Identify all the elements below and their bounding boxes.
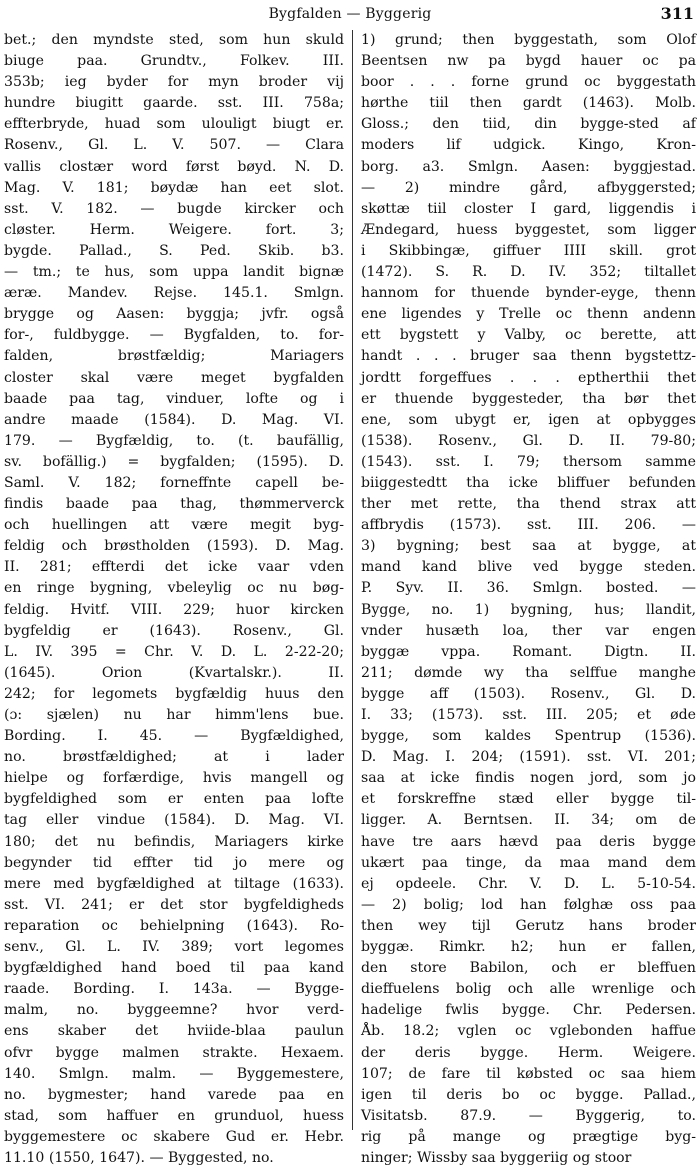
text-line: jordtt forgeffues . . . eptherthii thet: [361, 369, 696, 386]
text-line: byggæ vppa. Romant. Digtn. II.: [361, 643, 696, 660]
text-line: feldig. Hvitf. VIII. 229; huor kircken: [4, 601, 344, 618]
text-line: sst. VI. 241; er det stor bygfeldigheds: [4, 896, 344, 913]
text-line: L. IV. 395 = Chr. V. D. L. 2-22-20;: [4, 643, 344, 660]
text-line: 140. Smlgn. malm. — Byggemestere,: [4, 1065, 344, 1082]
text-line: (1472). S. R. D. IV. 352; tiltallet: [361, 264, 696, 281]
text-line: ene, som ubygt er, igen at opbygges: [361, 411, 696, 428]
text-line: — tm.; te hus, som uppa landit bignæ: [4, 264, 344, 281]
page-number: 311: [660, 4, 694, 23]
text-line: — 2) bolig; lod han følghæ oss paa: [361, 896, 696, 913]
text-line: (1538). Rosenv., Gl. D. II. 79-80;: [361, 432, 696, 449]
text-line: affbrydis (1573). sst. III. 206. —: [361, 517, 696, 534]
text-line: ther met rette, tha thend strax att: [361, 496, 696, 513]
text-line: ene ligendes y Trelle oc thenn andenn: [361, 306, 696, 323]
text-line: sst. V. 182. — bugde kircker och: [4, 200, 344, 217]
text-line: feldig och brøstholden (1593). D. Mag.: [4, 538, 344, 555]
text-line: 179. — Bygfældig, to. (t. baufällig,: [4, 432, 344, 449]
text-line: falden, brøstfældig; Mariagers: [4, 348, 344, 365]
text-line: biuge paa. Grundtv., Folkev. III.: [4, 53, 344, 70]
text-line: (ɔ: sjælen) nu har himm'lens bue.: [4, 707, 344, 723]
text-line: baade paa tag, vinduer, lofte og i: [4, 390, 344, 407]
text-line: hielpe og forfærdige, hvis mangell og: [4, 770, 344, 787]
text-line: no. bygmester; hand varede paa en: [4, 1086, 344, 1103]
running-title: Bygfalden — Byggerig: [268, 6, 432, 22]
text-line: handt . . . bruger saa thenn bygstettz-: [361, 348, 696, 365]
text-line: bygge aff (1503). Rosenv., Gl. D.: [361, 685, 696, 702]
text-line: ej opdeele. Chr. V. D. L. 5-10-54.: [361, 875, 696, 892]
text-line: bygde. Pallad., S. Ped. Skib. b3.: [4, 242, 344, 259]
text-line: raade. Bording. I. 143a. — Bygge-: [4, 981, 344, 998]
text-line: er thuende byggesteder, tha bør thet: [361, 390, 696, 407]
text-line: hørthe tiil then gardt (1463). Molb.: [361, 95, 696, 112]
text-line: bygfeldighed som er enten paa lofte: [4, 791, 344, 808]
text-line: en ringe bygning, vbeleylig oc nu bøg-: [4, 580, 344, 597]
text-line: P. Syv. II. 36. Smlgn. bosted. —: [361, 580, 696, 597]
text-line: saa at icke findis nogen jord, som jo: [361, 770, 696, 787]
text-line: Mag. V. 181; bøydæ han eet slot.: [4, 179, 344, 196]
text-line: boor . . . forne grund oc byggestath: [361, 74, 696, 91]
text-line: bygfældighed hand boed til paa kand: [4, 960, 344, 977]
text-line: andre maade (1584). D. Mag. VI.: [4, 411, 344, 428]
text-line: 11.10 (1550, 1647). — Byggested, no.: [4, 1149, 274, 1166]
text-line: 353b; ieg byder for myn broder vij: [4, 74, 344, 91]
text-line: den store Babilon, och er bleffuen: [361, 960, 696, 977]
right-column: [361, 30, 696, 1166]
text-line: hadelige fwlis bygge. Chr. Pedersen.: [361, 1002, 696, 1019]
text-line: tag eller vindue (1584). D. Mag. VI.: [4, 812, 344, 829]
text-line: bygfeldig er (1643). Rosenv., Gl.: [4, 622, 344, 639]
page-header: [0, 4, 700, 26]
text-line: — 2) mindre gård, afbyggersted;: [361, 179, 696, 196]
text-line: vnder husæth loa, ther var engen: [361, 622, 696, 639]
text-line: igen til deris bo oc bygge. Pallad.,: [361, 1086, 696, 1103]
text-line: 107; de fare til købsted oc saa hiem: [361, 1065, 696, 1082]
left-column: [4, 30, 344, 1166]
text-line: et forskreffne stæd eller bygge til-: [361, 791, 696, 808]
text-line: hannom for thuende bynder-eyge, thenn: [361, 285, 696, 302]
column-divider: [352, 30, 353, 1130]
text-line: moders lif udgick. Kingo, Kron-: [361, 137, 696, 154]
text-line: borg. a3. Smlgn. Aasen: byggjestad.: [361, 158, 696, 175]
text-line: Ændegard, huess byggestet, som ligger: [361, 221, 696, 238]
text-line: mand kand blive ved bygge steden.: [361, 559, 696, 576]
text-line: ofvr bygge malmen strakte. Hexaem.: [4, 1044, 344, 1061]
text-line: 3) bygning; best saa at bygge, at: [361, 538, 696, 555]
text-line: have tre aars hævd paa deris bygge: [361, 833, 696, 850]
text-line: rig på mange og prægtige byg-: [361, 1128, 696, 1145]
text-line: och huellingen att være megit byg-: [4, 517, 344, 534]
text-line: i Skibbingæ, giffuer IIII skill. grot: [361, 242, 696, 259]
text-line: Bording. I. 45. — Bygfældighed,: [4, 728, 344, 745]
text-line: reparation oc behielpning (1643). Ro-: [4, 917, 344, 934]
text-line: brygge og Aasen: byggja; jvfr. også: [4, 306, 344, 323]
text-line: (1543). sst. I. 79; thersom samme: [361, 453, 696, 470]
text-line: senv., Gl. L. IV. 389; vort legomes: [4, 939, 344, 956]
text-line: 180; det nu befindis, Mariagers kirke: [4, 833, 344, 850]
text-line: 1) grund; then byggestath, som Olof: [361, 32, 696, 48]
text-line: 211; dømde wy tha selffue manghe: [361, 664, 696, 681]
text-line: Rosenv., Gl. L. V. 507. — Clara: [4, 137, 344, 154]
text-line: effterbryde, huad som ulouligt biugt er.: [4, 116, 344, 133]
text-line: closter skal være meget bygfalden: [4, 369, 344, 386]
text-line: ett bygstett y Valby, oc berette, att: [361, 327, 696, 344]
text-line: D. Mag. I. 204; (1591). sst. VI. 201;: [361, 749, 696, 766]
text-line: sv. bofällig.) = bygfalden; (1595). D.: [4, 453, 344, 470]
text-line: Visitatsb. 87.9. — Byggerig, to.: [361, 1107, 696, 1124]
text-line: Gloss.; den tiid, din bygge-sted af: [361, 116, 696, 133]
text-line: der deris bygge. Herm. Weigere.: [361, 1044, 696, 1061]
text-line: Åb. 18.2; vglen oc vglebonden haffue: [361, 1023, 696, 1040]
text-line: mere med bygfældighed at tiltage (1633).: [4, 875, 344, 892]
text-line: no. brøstfældighed; at i lader: [4, 749, 344, 766]
text-line: skøttæ tiil closter I gard, liggendis i: [361, 200, 696, 217]
text-line: hundre biugitt gaarde. sst. III. 758a;: [4, 95, 344, 112]
text-line: ens skaber det hviide-blaa paulun: [4, 1023, 344, 1040]
text-line: ukært paa tinge, da maa mand dem: [361, 854, 696, 871]
text-line: I. 33; (1573). sst. III. 205; et øde: [361, 707, 696, 723]
text-line: stad, som haffuer en grunduol, huess: [4, 1107, 344, 1124]
text-line: Beentsen nw pa bygd hauer oc pa: [361, 53, 696, 70]
text-line: bygge, som kaldes Spentrup (1536).: [361, 728, 696, 745]
text-line: findis baade paa thag, thømmerverck: [4, 496, 344, 513]
text-line: then wey tijl Gerutz hans broder: [361, 917, 696, 934]
text-line: II. 281; effterdi det icke vaar vden: [4, 559, 344, 576]
text-line: malm, no. byggeemne? hvor verd-: [4, 1002, 344, 1019]
text-line: (1645). Orion (Kvartalskr.). II.: [4, 664, 344, 681]
text-line: æræ. Mandev. Rejse. 145.1. Smlgn.: [4, 285, 344, 302]
text-line: Saml. V. 182; forneffnte capell be-: [4, 474, 344, 491]
text-line: ninger; Wissby saa byggeriig og stoor: [361, 1149, 632, 1166]
text-line: vallis clostær word først bøyd. N. D.: [4, 158, 344, 175]
text-line: dieffuelens bolig och alle wrenlige och: [361, 981, 696, 998]
text-line: begynder tid effter tid jo mere og: [4, 854, 344, 871]
text-line: bet.; den myndste sted, som hun skuld: [4, 32, 344, 48]
text-line: ligger. A. Berntsen. II. 34; om de: [361, 812, 696, 829]
text-line: biiggestedtt tha icke bliffuer befunden: [361, 474, 696, 491]
text-line: byggemestere oc skabere Gud er. Hebr.: [4, 1128, 344, 1145]
text-line: 242; for legomets bygfældig huus den: [4, 685, 344, 702]
text-line: Bygge, no. 1) bygning, hus; llandit,: [361, 601, 696, 618]
text-line: byggæ. Rimkr. h2; hun er fallen,: [361, 939, 696, 956]
text-line: cløster. Herm. Weigere. fort. 3;: [4, 221, 344, 238]
text-line: for-, fuldbygge. — Bygfalden, to. for-: [4, 327, 344, 344]
